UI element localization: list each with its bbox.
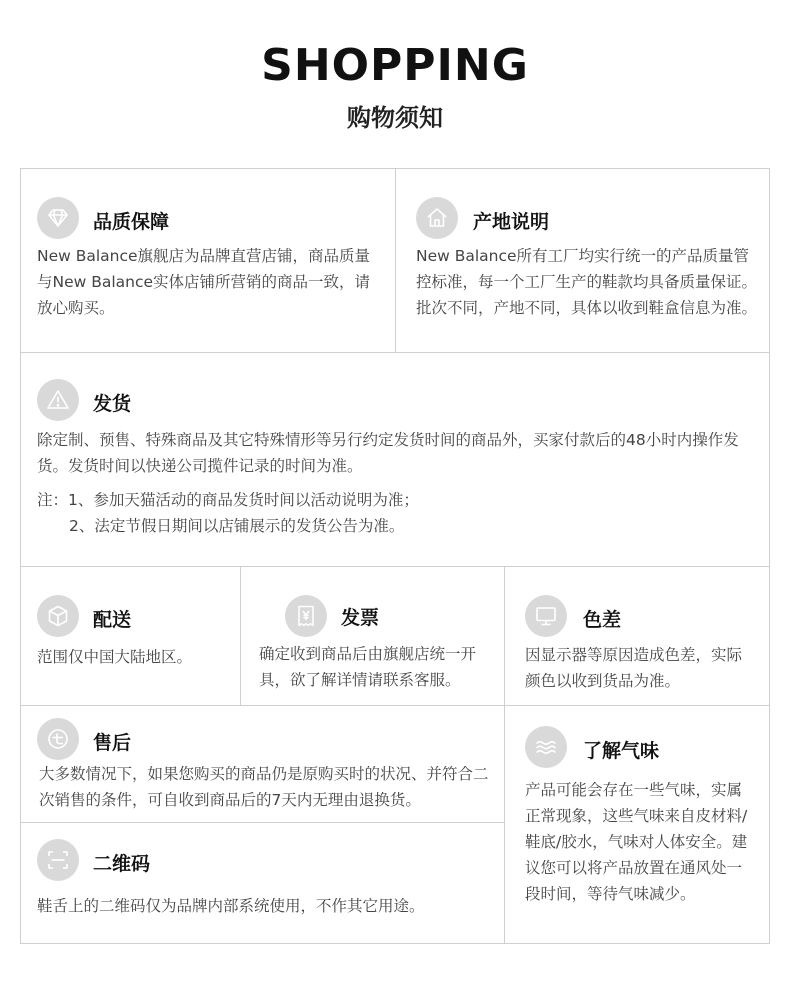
seven-days-icon [37,718,79,760]
delivery-heading: 配送 [93,609,132,631]
qrcode-heading: 二维码 [93,853,151,875]
shipping-section [21,353,769,566]
notice-grid [20,168,770,944]
origin-text: New Balance所有工厂均实行统一的产品质量管控标准，每一个工厂生产的鞋款均具备质量保证。批次不同，产地不同，具体以收到鞋盒信息为准。 [416,247,758,317]
smell-section [505,706,769,944]
aftersale-heading: 售后 [93,732,132,754]
quality-heading: 品质保障 [93,211,170,233]
box-icon [37,595,79,637]
shipping-text: 除定制、预售、特殊商品及其它特殊情形等另行约定发货时间的商品外，买家付款后的48小时内操作发货。发货时间以快递公司揽件记录的时间为准。 [37,431,739,475]
qrcode-text: 鞋舌上的二维码仅为品牌内部系统使用，不作其它用途。 [37,897,425,915]
smell-heading: 了解气味 [583,740,660,762]
receipt-yen-icon [285,595,327,637]
qrcode-section [21,823,504,944]
color-text: 因显示器等原因造成色差，实际颜色以收到货品为准。 [525,646,743,690]
origin-section [396,169,769,352]
delivery-text: 范围仅中国大陆地区。 [37,648,193,666]
shipping-note-1: 注：1、参加天猫活动的商品发货时间以活动说明为准； [37,491,419,509]
aftersale-section [21,706,504,822]
warning-icon [37,379,79,421]
color-heading: 色差 [583,609,622,631]
shipping-heading: 发货 [93,393,132,415]
house-icon [416,197,458,239]
page-title: SHOPPING [261,40,529,91]
scan-icon [37,839,79,881]
shipping-note-2: 2、法定节假日期间以店铺展示的发货公告为准。 [69,517,405,535]
invoice-heading: 发票 [341,607,380,629]
delivery-section [21,567,240,705]
origin-heading: 产地说明 [473,211,550,233]
monitor-icon [525,595,567,637]
smell-text: 产品可能会存在一些气味，实属正常现象，这些气味来自皮材料/鞋底/胶水，气味对人体安全。建议您可以将产品放置在通风处一段时间，等待气味减少。 [525,781,748,903]
invoice-section [241,567,504,705]
quality-text: New Balance旗舰店为品牌直营店铺，商品质量与New Balance实体店铺所营销的商品一致，请放心购买。 [37,247,371,317]
color-section [505,567,769,705]
page-subtitle: 购物须知 [347,104,443,132]
diamond-icon [37,197,79,239]
quality-section [21,169,395,352]
invoice-text: 确定收到商品后由旗舰店统一开具，欲了解详情请联系客服。 [259,645,477,689]
waves-icon [525,726,567,768]
aftersale-text: 大多数情况下，如果您购买的商品仍是原购买时的状况、并符合二次销售的条件，可自收到商品后的7天内无理由退换货。 [39,765,489,809]
